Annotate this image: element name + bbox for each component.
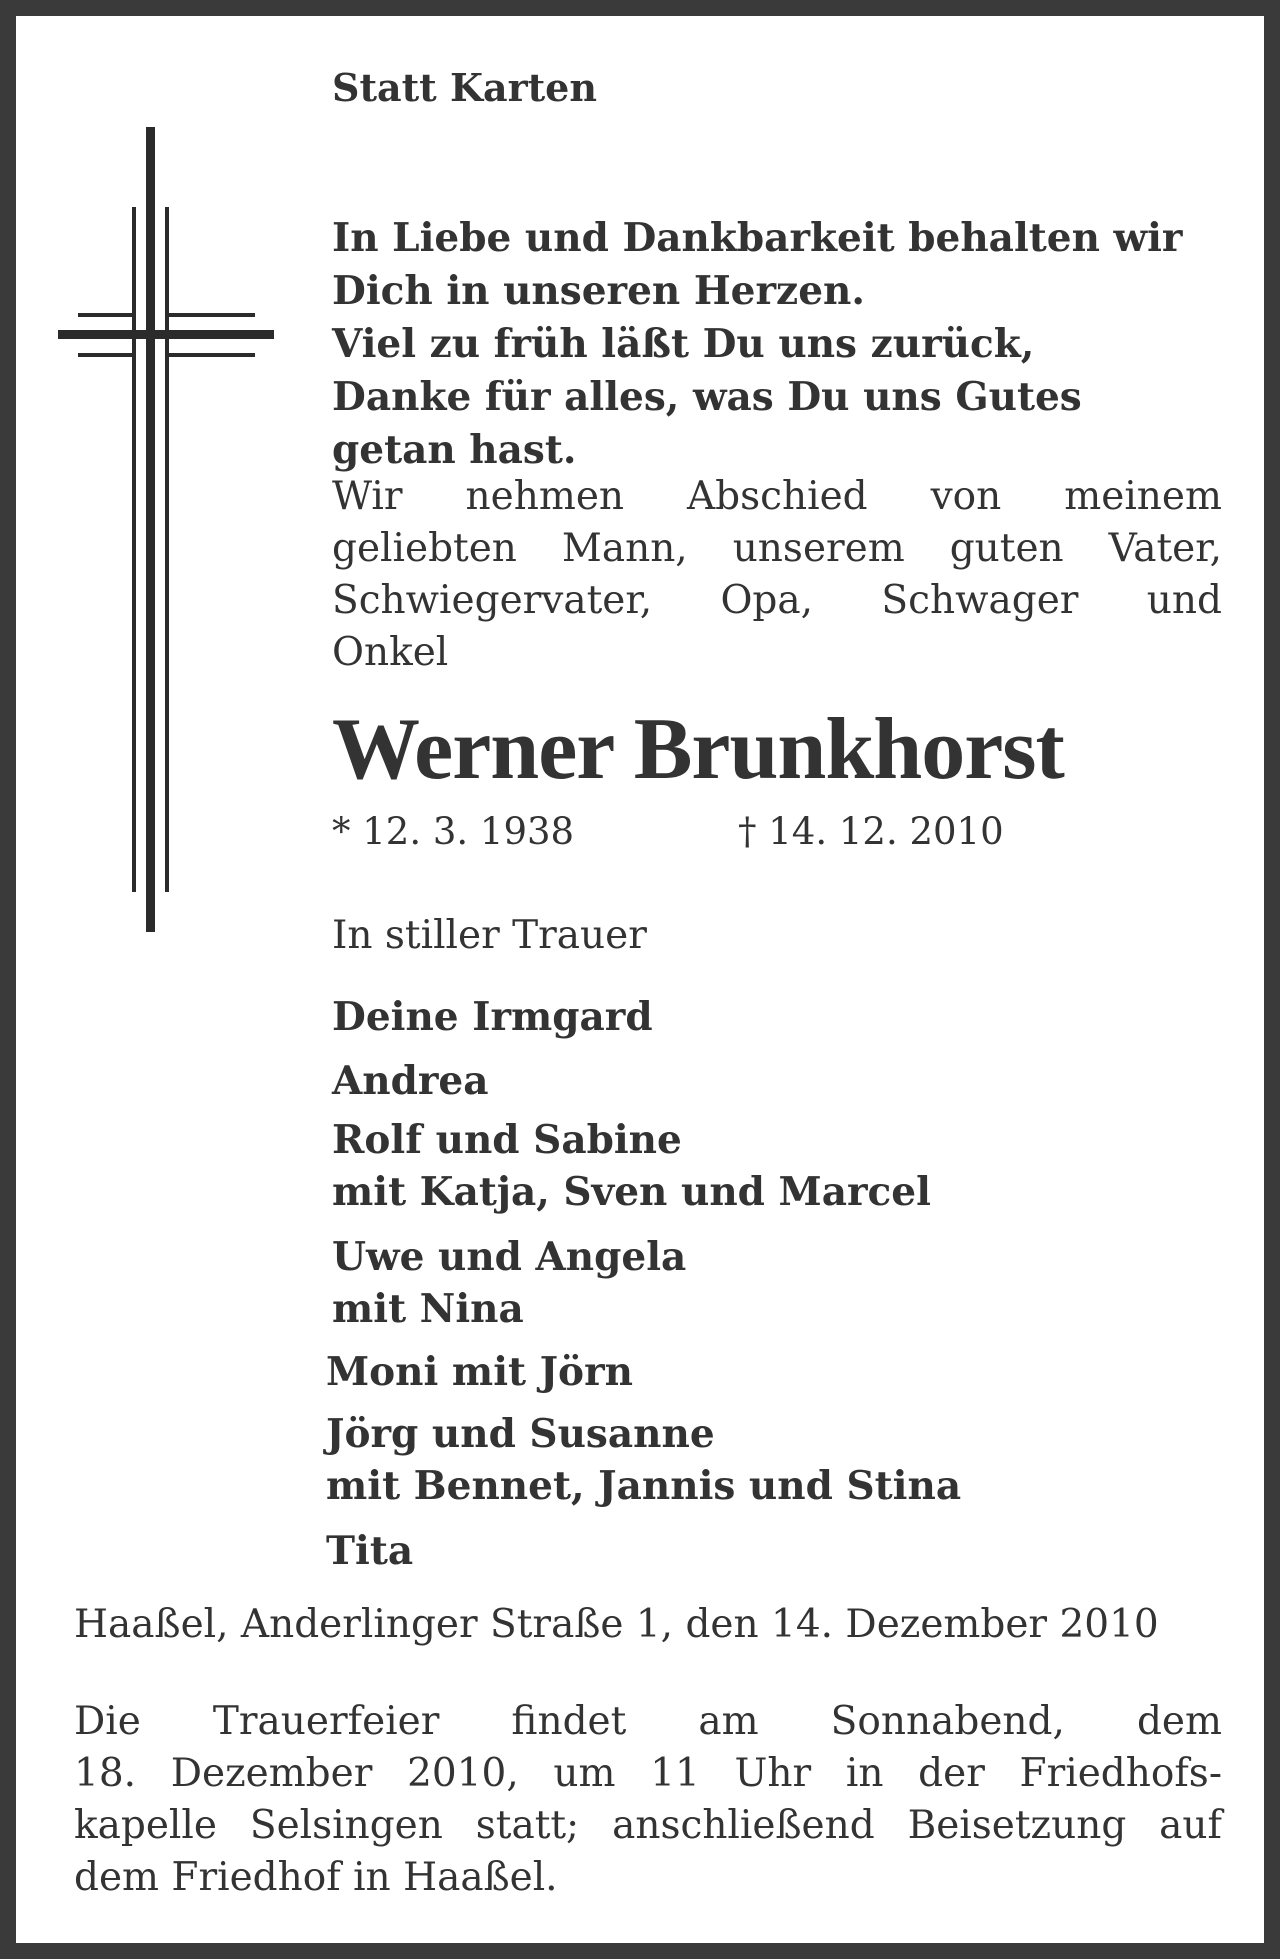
intro-line: Wir nehmen Abschied von meinem: [332, 474, 1222, 519]
mourner-group: [326, 1525, 413, 1577]
verse-line: getan hast.: [332, 427, 577, 473]
mourner-line: Rolf und Sabine: [332, 1117, 682, 1163]
intro-text: [332, 471, 1222, 679]
verse-line: In Liebe und Dankbarkeit behalten wir: [332, 215, 1183, 261]
mourner-line: mit Nina: [332, 1286, 524, 1332]
cross-icon: [42, 107, 274, 932]
deceased-name: Werner Brunkhorst: [332, 701, 1064, 798]
death-date: † 14. 12. 2010: [738, 810, 1004, 853]
mourner-line: Tita: [326, 1528, 414, 1574]
verse: [332, 212, 1222, 477]
intro-line: Schwiegervater, Opa, Schwager und: [332, 578, 1222, 623]
mourner-line: Jörg und Susanne: [326, 1411, 715, 1457]
birth-date: * 12. 3. 1938: [332, 810, 575, 853]
mourner-line: Deine Irmgard: [332, 994, 653, 1040]
mourner-group: [332, 1055, 489, 1107]
verse-line: Dich in unseren Herzen.: [332, 268, 865, 314]
mourner-line: mit Katja, Sven und Marcel: [332, 1169, 931, 1215]
mourner-group: [326, 1346, 633, 1398]
mourner-line: Uwe und Angela: [332, 1234, 687, 1280]
mourner-group: [332, 991, 653, 1043]
mourner-group: [332, 1231, 686, 1335]
obituary-notice: [16, 16, 1264, 1943]
mourner-line: Moni mit Jörn: [326, 1349, 633, 1395]
heading: Statt Karten: [332, 65, 597, 110]
verse-line: Viel zu früh läßt Du uns zurück,: [332, 321, 1035, 367]
mourner-group: [332, 1114, 931, 1218]
intro-line: geliebten Mann, unserem guten Vater,: [332, 526, 1222, 571]
verse-line: Danke für alles, was Du uns Gutes: [332, 374, 1082, 420]
mourning-phrase: In stiller Trauer: [332, 913, 647, 958]
funeral-line: kapelle Selsingen statt; anschließend Beisetzung auf: [74, 1803, 1222, 1848]
mourner-line: mit Bennet, Jannis und Stina: [326, 1463, 962, 1509]
funeral-info: [74, 1696, 1222, 1904]
mourner-line: Andrea: [332, 1058, 489, 1104]
funeral-line: Die Trauerfeier findet am Sonnabend, dem: [74, 1699, 1222, 1744]
intro-line: Onkel: [332, 630, 449, 675]
place-and-date: Haaßel, Anderlinger Straße 1, den 14. Dezember 2010: [74, 1602, 1159, 1647]
mourner-group: [326, 1408, 961, 1512]
funeral-line: dem Friedhof in Haaßel.: [74, 1855, 558, 1900]
funeral-line: 18. Dezember 2010, um 11 Uhr in der Friedhofs-: [74, 1751, 1222, 1796]
